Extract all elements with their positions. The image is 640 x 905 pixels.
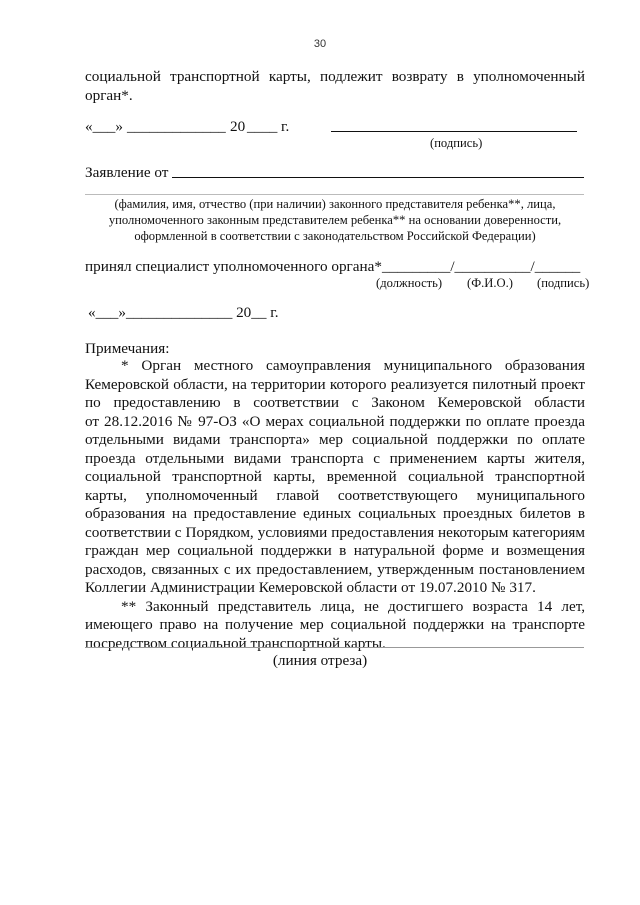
cut-line-label: (линия отреза) <box>272 652 368 669</box>
note-2-line-1: ** Законный представитель лица, не достигшего возраста 14 лет, <box>121 597 585 615</box>
note-1-line-3: по предоставлению в соответствии с Законом Кемеровской области <box>85 394 585 411</box>
date-month-blank: _____________ <box>127 118 226 135</box>
statement-caption-line-1: (фамилия, имя, отчество (при наличии) законного представителя ребенка**, лица, <box>114 197 556 211</box>
cut-line <box>85 647 584 648</box>
note-1-line-11: граждан мер социальной поддержки в натуральной форме и возмещения <box>85 542 585 559</box>
note-1-line-8: карты, уполномоченный главой соответствующего муниципального <box>85 486 585 504</box>
signature-caption: (подпись) <box>430 136 483 150</box>
statement-caption-line-3: оформленной в соответствии с законодательством Российской Федерации) <box>134 229 536 243</box>
page-number: 30 <box>313 38 327 50</box>
intro-line-2: орган*. <box>85 87 133 104</box>
note-2-line-3: посредством социальной транспортной карты. <box>85 634 386 652</box>
note-1-line-10: соответствии с Порядком, условиями предоставления некоторым категориям <box>85 523 585 541</box>
caption-name: (Ф.И.О.) <box>467 276 513 290</box>
statement-label: Заявление от <box>85 164 169 181</box>
note-1-line-6: проезда отдельными видами транспорта с применением карты жителя, <box>85 449 585 467</box>
caption-position: (должность) <box>376 276 443 290</box>
statement-guide-line <box>85 194 584 195</box>
signature-line <box>331 131 577 132</box>
statement-caption-line-2: уполномоченного законным представителем ребенка** на основании доверенности, <box>108 213 562 227</box>
statement-line <box>172 177 584 178</box>
note-2-line-2: имеющего право на получение мер социальной поддержки на транспорте <box>85 616 585 633</box>
date-year-prefix: 20 <box>230 118 246 135</box>
note-1-line-1: * Орган местного самоуправления муниципального образования <box>121 357 585 374</box>
intro-line-1: социальной транспортной карты, подлежит возврату в уполномоченный <box>85 68 585 85</box>
date-year-suffix: г. <box>281 118 290 135</box>
notes-heading: Примечания: <box>85 340 170 357</box>
note-1-line-9: образования на предоставление единых социальных проездных билетов в <box>85 505 585 522</box>
accepted-line: принял специалист уполномоченного органа*_________/__________/______ <box>85 258 581 275</box>
note-1-line-2: Кемеровской области, на территории которого реализуется пилотный проект <box>85 375 585 393</box>
date-year-blank: ____ <box>247 118 278 135</box>
date-row-2: «___»______________ 20__ г. <box>88 304 279 321</box>
date-open-quote: «___» <box>85 118 123 135</box>
note-1-line-12: расходов, связанных с их предоставлением, утвержденным постановлением <box>85 560 585 578</box>
note-1-line-7: социальной транспортной карты, временной социальной транспортной <box>85 468 585 485</box>
note-1-line-5: отдельными видами транспорта» мер социальной поддержки по оплате <box>85 431 585 448</box>
note-1-line-13: Коллегии Администрации Кемеровской области от 19.07.2010 № 317. <box>85 579 536 596</box>
note-1-line-4: от 28.12.2016 № 97-ОЗ «О мерах социальной поддержки по оплате проезда <box>85 412 585 430</box>
caption-signature: (подпись) <box>537 276 590 290</box>
